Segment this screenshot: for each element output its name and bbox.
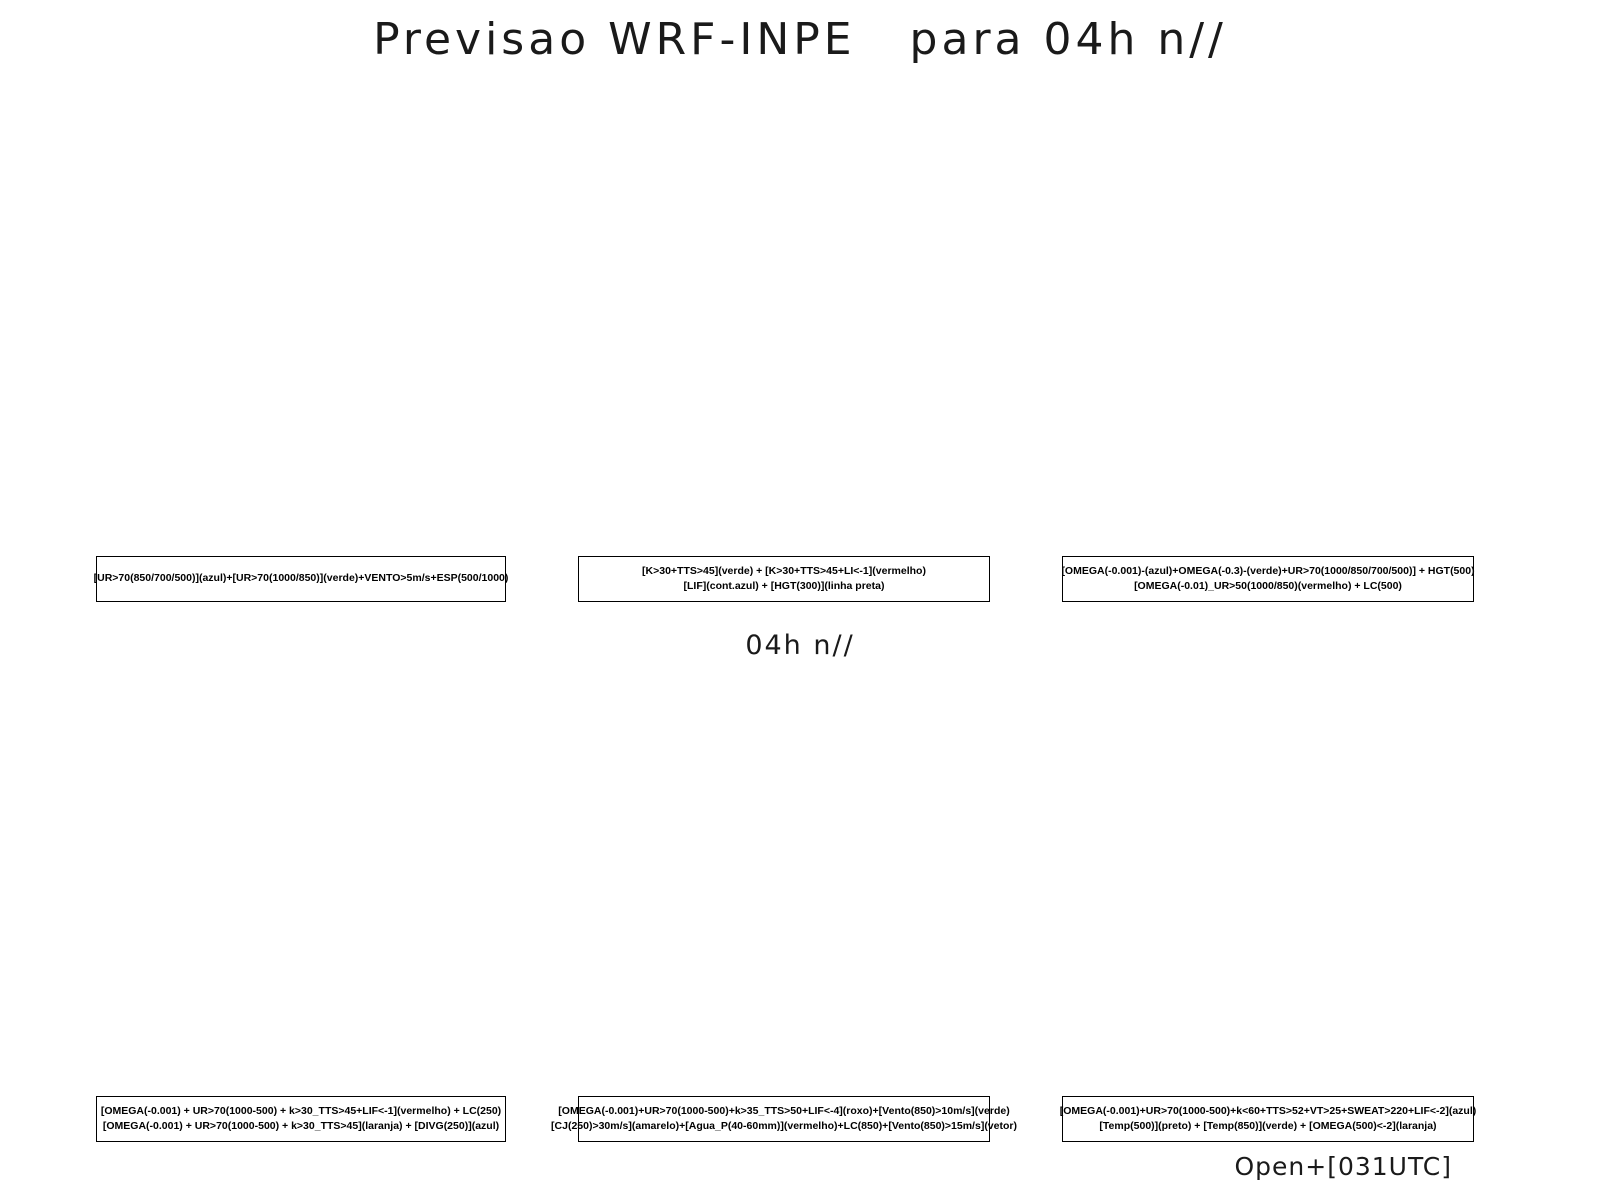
footer-caption: Open+[031UTC]	[1234, 1152, 1452, 1181]
map-panel-bottom-right	[1062, 690, 1474, 1090]
legend-line: [UR>70(850/700/500)](azul)+[UR>70(1000/850)](verde)+VENTO>5m/s+ESP(500/1000)	[93, 572, 509, 585]
page-title: Previsao WRF-INPE para 04h n//	[373, 14, 1227, 65]
legend-line: [OMEGA(-0.001)-(azul)+OMEGA(-0.3)-(verde)+UR>70(1000/850/700/500)] + HGT(500)	[1061, 564, 1475, 577]
legend-line: [LIF](cont.azul) + [HGT(300)](linha preta)	[683, 580, 885, 592]
legend-line: [OMEGA(-0.001) + UR>70(1000-500) + k>30_TTS>45+LIF<-1](vermelho) + LC(250)	[100, 1104, 502, 1117]
legend-line: [CJ(250)>30m/s](amarelo)+[Agua_P(40-60mm)](vermelho)+LC(850)+[Vento(850)>15m/s](vetor)	[551, 1120, 1017, 1132]
map-panel-bottom-left	[96, 690, 506, 1090]
map-panel-top-right	[1062, 90, 1474, 550]
map-panel-top-mid	[578, 90, 990, 550]
legend-box-bottom-left	[96, 1096, 506, 1142]
legend-line: [OMEGA(-0.001)+UR>70(1000-500)+k<60+TTS>52+VT>25+SWEAT>220+LIF<-2](azul)	[1059, 1104, 1477, 1117]
legend-box-bottom-right	[1059, 1096, 1477, 1142]
legend-line: [OMEGA(-0.001)+UR>70(1000-500)+k>35_TTS>50+LIF<-4](roxo)+[Vento(850)>10m/s](verde)	[558, 1104, 1010, 1117]
legend-box-top-left	[93, 556, 509, 602]
legend-line: [OMEGA(-0.01)_UR>50(1000/850)(vermelho) + LC(500)	[1134, 580, 1402, 592]
map-panel-top-left	[96, 90, 506, 550]
map-panel-bottom-mid	[578, 690, 990, 1090]
legend-line: [K>30+TTS>45](verde) + [K>30+TTS>45+LI<-1](vermelho)	[642, 564, 926, 577]
legend-box-top-mid	[578, 556, 990, 602]
legend-box-bottom-mid	[551, 1096, 1017, 1142]
middle-caption: 04h n//	[745, 630, 855, 661]
legend-line: [OMEGA(-0.001) + UR>70(1000-500) + k>30_TTS>45](laranja) + [DIVG(250)](azul)	[102, 1120, 500, 1132]
legend-line: [Temp(500)](preto) + [Temp(850)](verde) + [OMEGA(500)<-2](laranja)	[1099, 1120, 1437, 1132]
legend-box-top-right	[1062, 556, 1474, 602]
